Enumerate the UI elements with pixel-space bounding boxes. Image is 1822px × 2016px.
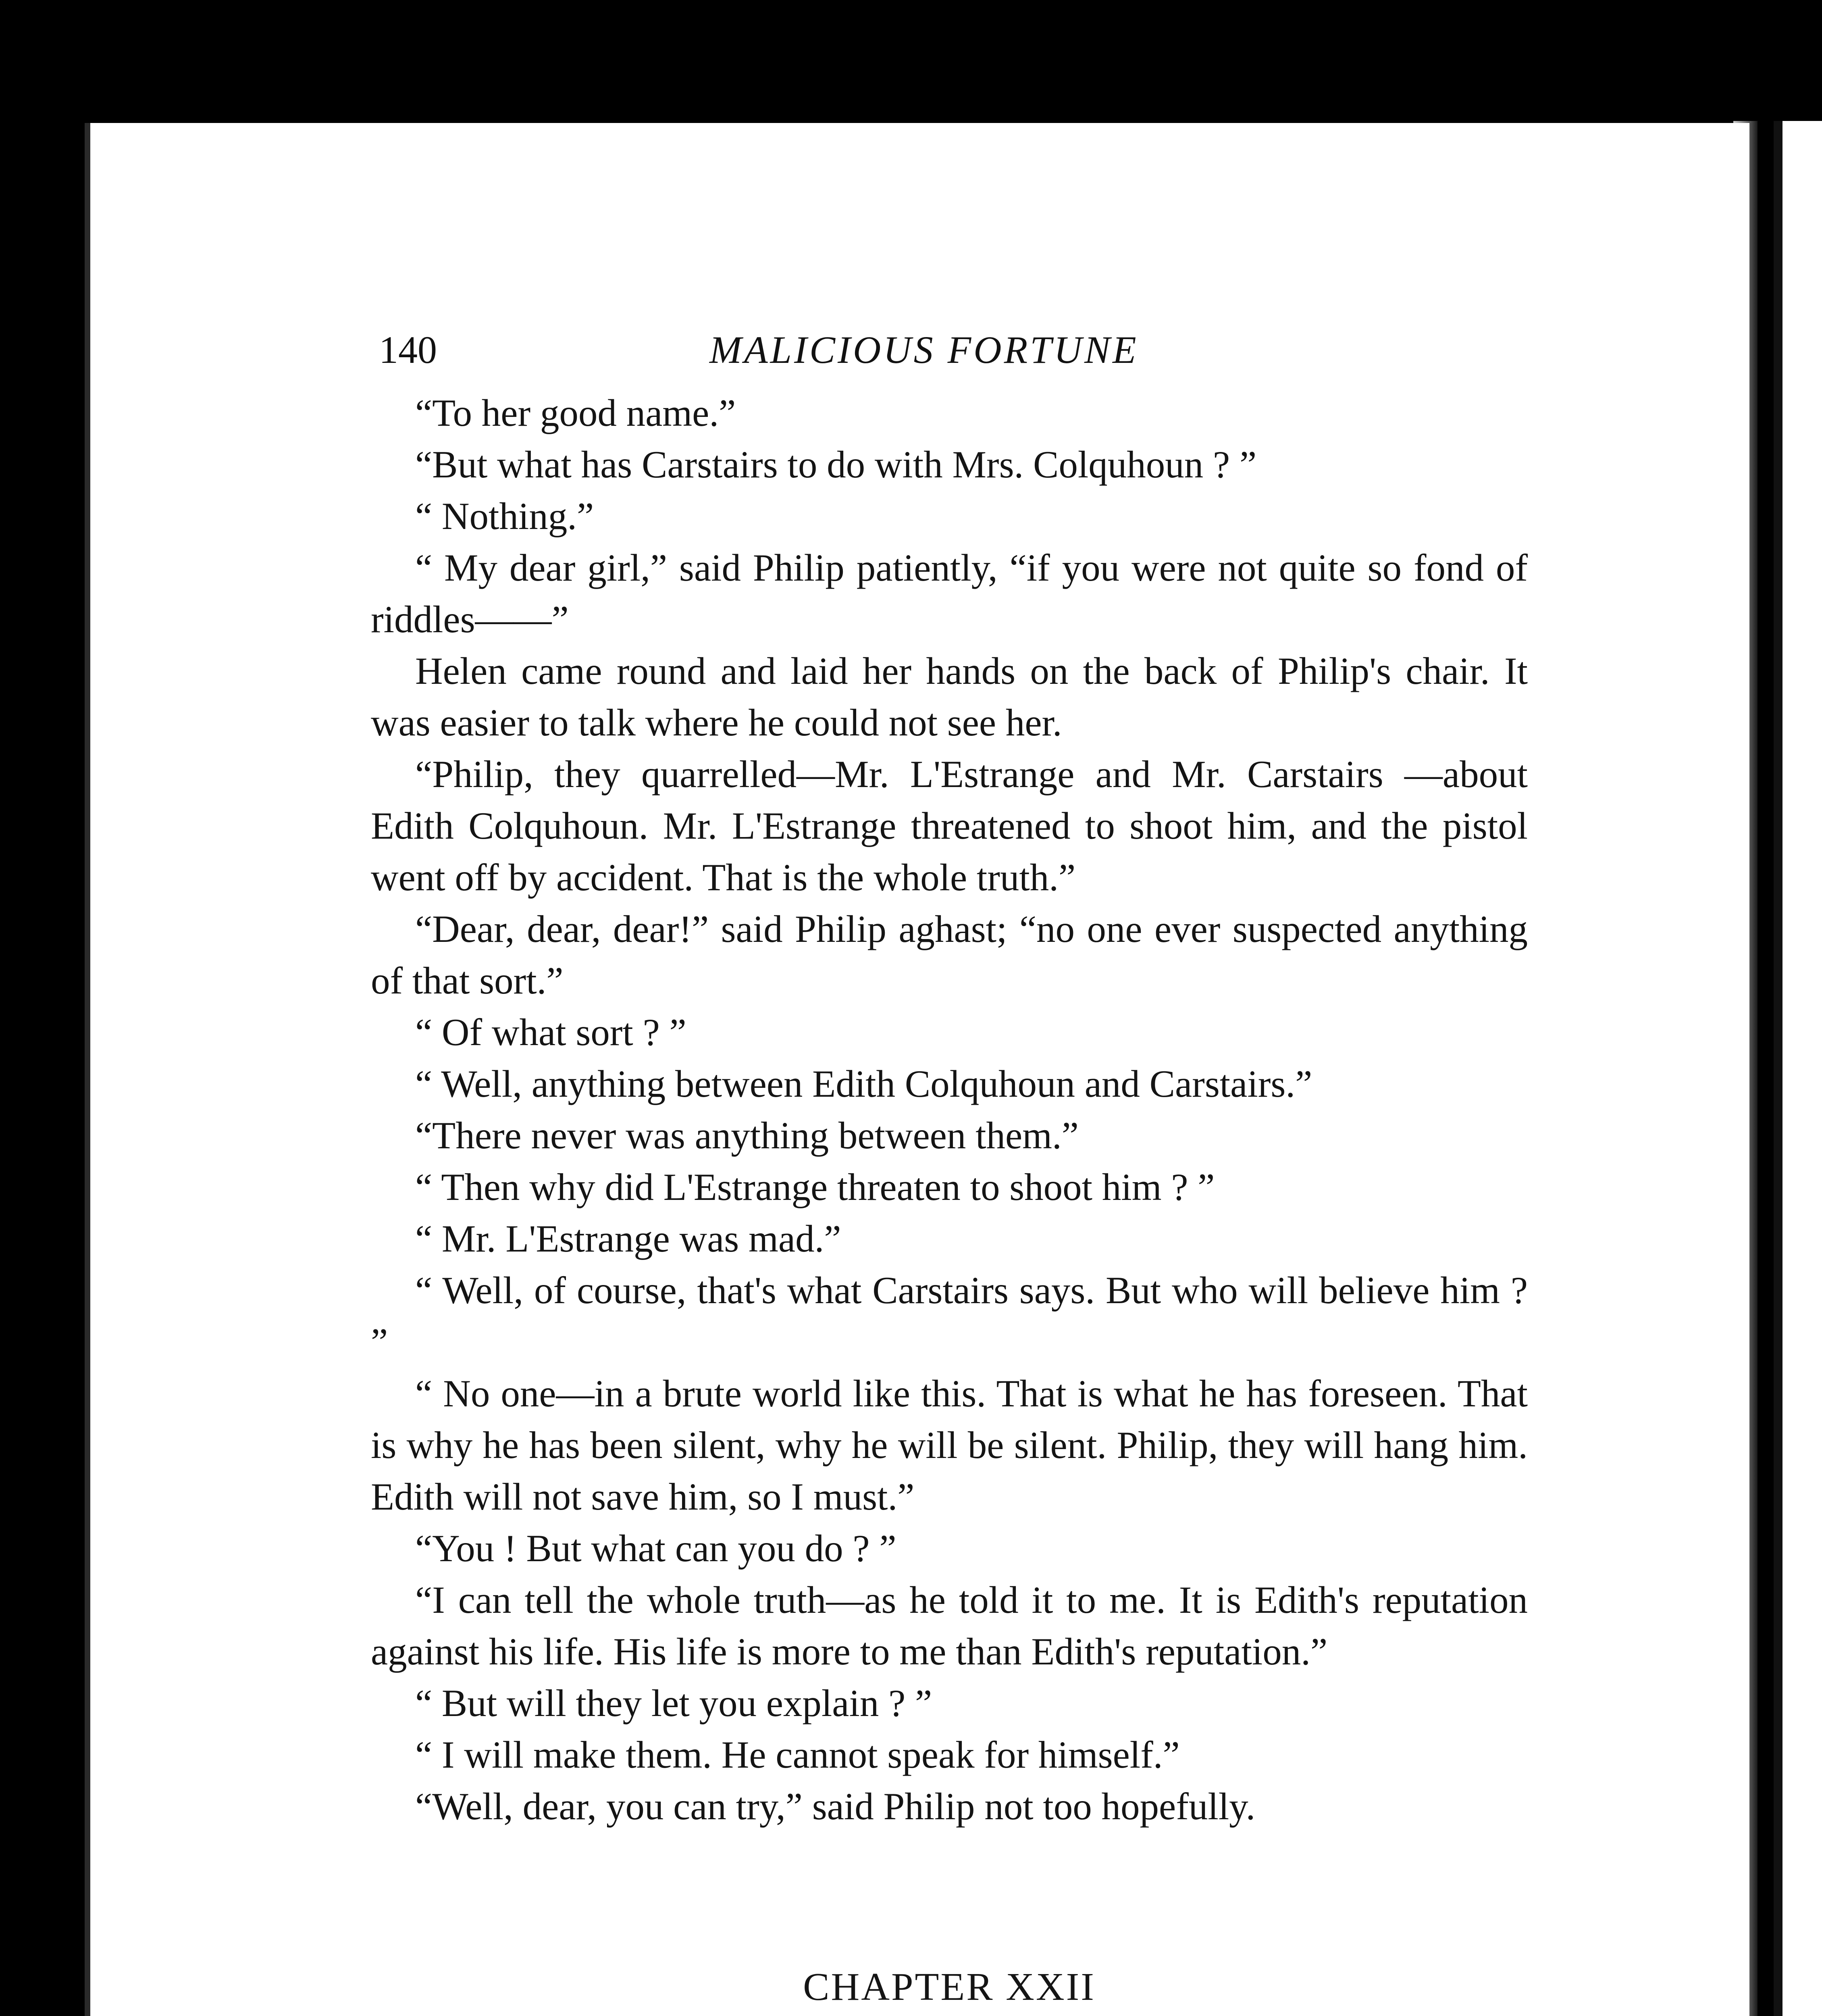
chapter-heading: CHAPTER XXII [803,1965,1096,2009]
paragraph: “To her good name.” [415,392,736,434]
facing-page-edge [1774,121,1822,2016]
paragraph: “Dear, dear, dear!” said Philip aghast; “no one ever suspected anything of that sort.” [371,908,1528,1002]
paragraph: “ But will they let you explain ? ” [415,1682,932,1724]
paragraph: “ Well, anything between Edith Colquhoun and Carstairs.” [415,1062,1312,1105]
paragraph: “I can tell the whole truth—as he told it to me. It is Edith's reputation against his life. His life is more to me than Edith's reputation.” [371,1579,1528,1673]
paragraph: “But what has Carstairs to do with Mrs. Colquhoun ? ” [415,443,1257,486]
paragraph: “Well, dear, you can try,” said Philip not too hopefully. [415,1785,1256,1828]
running-header [379,327,1572,376]
paragraph: “There never was anything between them.” [415,1114,1079,1157]
paragraph: “ Of what sort ? ” [415,1011,686,1054]
page-text [371,387,1528,2016]
paragraph: “Philip, they quarrelled—Mr. L'Estrange and Mr. Carstairs —about Edith Colquhoun. Mr. L'Estrange threatened to shoot him, and the pistol went off by accident. That is the whole truth.” [371,753,1528,899]
paragraph: “ My dear girl,” said Philip patiently, “if you were not quite so fond of riddles——” [371,546,1528,641]
paragraph: “ Mr. L'Estrange was mad.” [415,1217,841,1260]
paragraph: “ Nothing.” [415,495,594,537]
paragraph: Helen came round and laid her hands on the back of Philip's chair. It was easier to talk where he could not see her. [371,650,1528,744]
paragraph: “ No one—in a brute world like this. That is what he has foreseen. That is why he has been silent, why he will be silent. Philip, they will hang him. Edith will not save him, so I must.” [371,1372,1528,1518]
paragraph: “You ! But what can you do ? ” [415,1527,896,1570]
paragraph: “ Then why did L'Estrange threaten to shoot him ? ” [415,1166,1215,1208]
page-number: 140 [379,328,437,371]
paragraph: “ I will make them. He cannot speak for himself.” [415,1733,1180,1776]
paragraph: “ Well, of course, that's what Carstairs says. But who will believe him ? ” [371,1269,1528,1363]
running-title: MALICIOUS FORTUNE [709,328,1139,371]
